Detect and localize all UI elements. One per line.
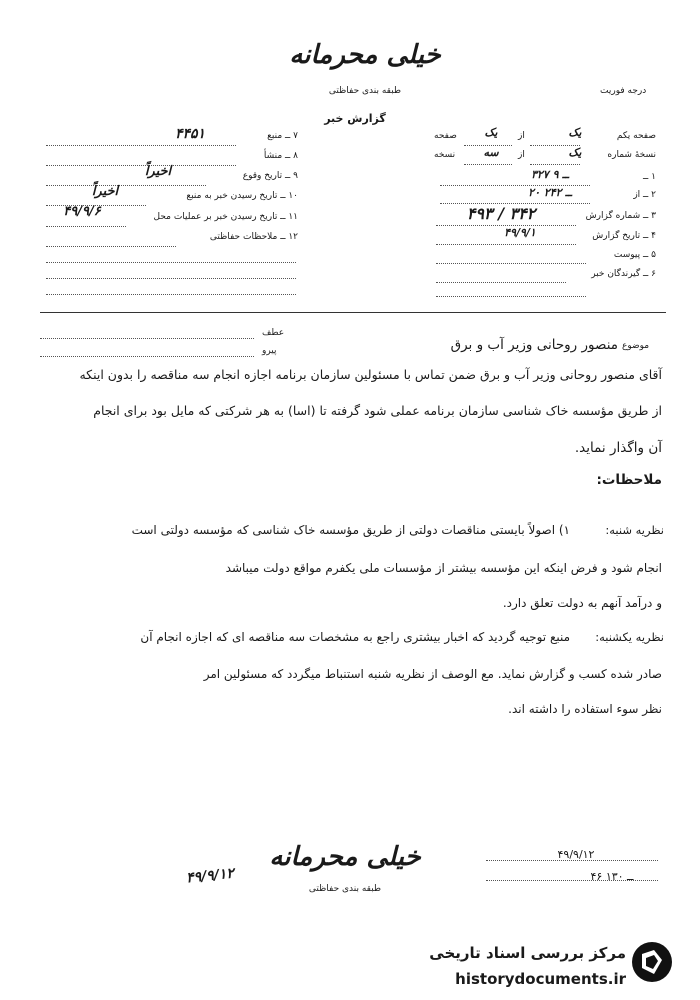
brand-name: مرکز بررسی اسناد تاریخی	[429, 944, 626, 962]
field-label: ۲ ــ از	[633, 190, 656, 200]
field-label: ۱ ــ	[643, 172, 656, 182]
field-suffix: صفحه	[434, 131, 457, 141]
stamp	[486, 846, 658, 894]
field-label: ۸ ــ منشأ	[263, 151, 298, 161]
field-value: ۴۹/۹/۱	[504, 226, 536, 239]
followup-label: پیرو	[262, 346, 277, 356]
field-value: اخیراً	[91, 184, 119, 199]
stamp-date: ۴۹/۹/۱۲	[557, 848, 595, 861]
field-value: ۳۲۷ ــ ۹	[531, 168, 569, 181]
body-line: از طریق مؤسسه خاک شناسی سازمان برنامه عملی شود گرفته تا (اسا) به هر شرکتی که مایل بود برای انجام	[93, 403, 662, 418]
report-title: گزارش خبر	[324, 112, 386, 125]
opinion-line: ۱) اصولاً بایستی مناقصات دولتی از طریق مؤسسه خاک شناسی که مؤسسه دولتی است	[131, 523, 570, 537]
remarks-heading: ملاحظات:	[596, 472, 662, 488]
opinion-line: نظر سوء استفاده را داشته اند.	[508, 702, 662, 716]
classification-footer: خیلی محرمانه	[269, 842, 421, 872]
field-mid-value: یک	[484, 126, 498, 139]
subject-value: منصور روحانی وزیر آب و برق	[450, 337, 618, 353]
field-value: ۲۰ ــ ۲۴۲	[528, 186, 572, 199]
field-value: ۴۹۳ / ۳۴۲	[466, 204, 536, 223]
field-value: یک	[568, 146, 582, 159]
field-label: ۹ ــ تاریخ وقوع	[242, 171, 298, 181]
field-mid-label: از	[518, 150, 525, 160]
brand-logo-icon	[630, 940, 674, 984]
stamp-number: ۴۶ ــ ۱۳۰	[590, 870, 634, 883]
field-label: صفحه یکم	[616, 131, 656, 141]
subject-label: موضوع	[622, 341, 650, 351]
urgency-label: درجه فوریت	[600, 86, 647, 96]
field-label: ۵ ــ پیوست	[613, 250, 656, 260]
field-mid-value: سه	[483, 146, 499, 159]
field-value: یک	[568, 126, 582, 139]
field-label: ۱۰ ــ تاریخ رسیدن خبر به منبع	[186, 191, 298, 201]
opinion-line: صادر شده کسب و گزارش نماید. مع الوصف از نظریه شنبه استنباط میگردد که مسئولین امر	[203, 667, 662, 681]
body-line: آن واگذار نماید.	[574, 440, 662, 456]
classification-footer-subtitle: طبقه بندی حفاظتی	[308, 884, 382, 894]
opinion-line: و درآمد آنهم به دولت تعلق دارد.	[502, 596, 662, 610]
field-label: ۳ ــ شماره گزارش	[585, 211, 656, 221]
field-value: ۴۹/۹/۶	[63, 204, 101, 219]
opinion-line: انجام شود و فرض اینکه این مؤسسه بیشتر از مؤسسات ملی یکفرم مواقع دولت میباشد	[225, 561, 662, 575]
signature-date: ۴۹/۹/۱۲	[185, 865, 235, 887]
field-value: ۴۴۵۱	[174, 126, 206, 142]
opinion-line: منبع توجیه گردید که اخبار بیشتری راجع به مشخصات سه مناقصه ای که اجازه انجام آن	[140, 630, 570, 644]
field-label: ۴ ــ تاریخ گزارش	[592, 231, 656, 241]
body-line: آقای منصور روحانی وزیر آب و برق ضمن تماس با مسئولین سازمان برنامه اجازه انجام سه مناقصه را بدون اینکه	[79, 367, 662, 382]
opinion-saturday-label: نظریه شنبه:	[605, 523, 664, 537]
classification-subtitle: طبقه بندی حفاظتی	[328, 86, 402, 96]
field-mid-label: از	[518, 131, 525, 141]
field-suffix: نسخه	[434, 150, 456, 160]
field-label: ۶ ــ گیرندگان خبر	[591, 269, 656, 279]
field-label: نسخهٔ شماره	[607, 150, 656, 160]
field-label: ۷ ــ منبع	[267, 131, 298, 141]
field-value: اخیراً	[144, 164, 172, 179]
reference-label: عطف	[262, 328, 285, 338]
brand-url: historydocuments.ir	[455, 970, 626, 988]
field-label: ۱۲ ــ ملاحظات حفاظتی	[209, 232, 298, 242]
classification-title: خیلی محرمانه	[289, 40, 441, 70]
field-label: ۱۱ ــ تاریخ رسیدن خبر بر عملیات محل	[153, 212, 298, 222]
opinion-sunday-label: نظریه یکشنبه:	[595, 630, 664, 644]
